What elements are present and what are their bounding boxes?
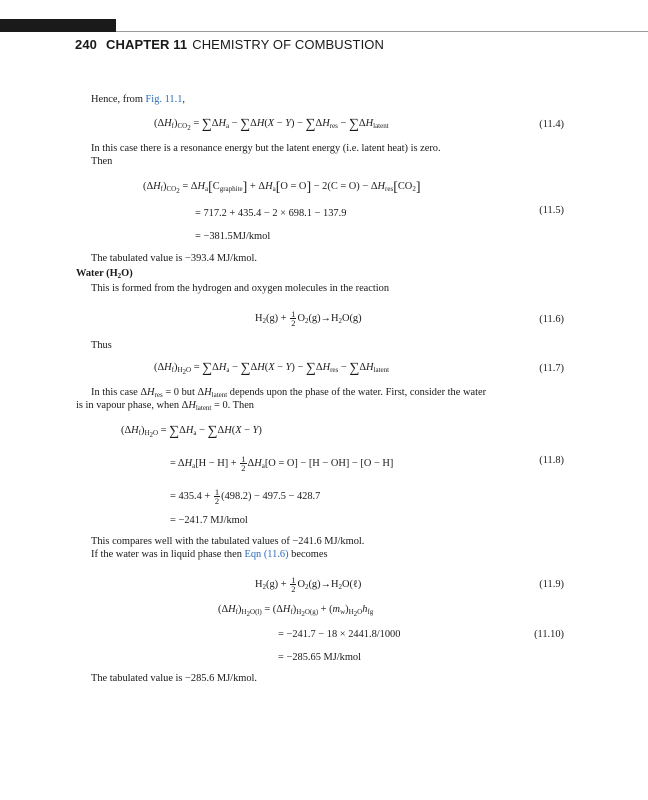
chapter-label: CHAPTER 11 xyxy=(106,37,188,52)
paragraph-thus: Thus xyxy=(91,340,112,351)
paragraph-liquid-phase: If the water was in liquid phase then Eqn (11.6) becomes xyxy=(91,549,328,560)
equation-11-10-line2: = −241.7 − 18 × 2441.8/1000 xyxy=(278,629,401,640)
equation-link[interactable]: Eqn (11.6) xyxy=(244,549,289,560)
equation-number: (11.7) xyxy=(539,363,564,374)
equation-11-6: $H_2(g)$ + $\frac{1}{2}$ $O_2(g)\to H_2O(g)$ xyxy=(255,309,362,328)
paragraph-then: Then xyxy=(91,156,113,167)
running-header xyxy=(75,37,384,52)
equation-11-8-line4: = −241.7 MJ/kmol xyxy=(170,515,248,526)
equation-11-10-line3: = −285.65 MJ/kmol xyxy=(278,652,362,663)
equation-number: (11.5) xyxy=(539,205,564,216)
section-heading-water: Water $(H_2O)$ xyxy=(76,268,133,280)
paragraph-compares: This compares well with the tabulated values of −241.6 MJ/kmol. xyxy=(91,536,365,547)
paragraph-tabulated-co2: The tabulated value is −393.4 MJ/kmol. xyxy=(91,253,258,264)
figure-link[interactable]: Fig. 11.1 xyxy=(145,94,183,105)
equation-number: (11.8) xyxy=(539,455,564,466)
chapter-title: CHEMISTRY OF COMBUSTION xyxy=(192,37,384,52)
equation-11-5-line3: = −381.5MJ/kmol xyxy=(195,231,271,242)
equation-number: (11.6) xyxy=(539,314,564,325)
equation-11-8-line3: = 435.4 + $\frac{1}{2}$ (498.2) − 497.5 − 428.7 xyxy=(170,487,321,506)
header-rule xyxy=(116,31,648,32)
page-number: 240 xyxy=(75,37,97,52)
equation-11-10-line1: $(\Delta H_f)_{H_2O(l)} = (\Delta H_f)_{H_2O(g)} + (m_w)_{H_2O}h_{fg}$ xyxy=(218,604,374,618)
equation-11-5-line2: = 717.2 + 435.4 − 2 × 698.1 − 137.9 xyxy=(195,208,347,219)
paragraph-hence: Hence, from Fig. 11.1, xyxy=(91,94,185,105)
paragraph-tabulated-liquid: The tabulated value is −285.6 MJ/kmol. xyxy=(91,673,258,684)
equation-11-8-line2: = $\Delta H_a[H - H]$ + $\frac{1}{2}$ $\Delta H_a[O = O] - [H - OH] - [O - H]$ xyxy=(170,454,394,473)
equation-number: (11.10) xyxy=(534,629,564,640)
paragraph-phase-line1: In this case $\Delta H_{res} = 0$ but $\Delta H_{latent}$ depends upon the phase of the water. First, consider the water xyxy=(91,387,487,399)
equation-number: (11.9) xyxy=(539,579,564,590)
equation-11-8-line1: $(\Delta H_f)_{H_2O} = \sum\Delta H_a - \sum\Delta H(X - Y)$ xyxy=(121,424,262,439)
paragraph-phase-line2: is in vapour phase, when $\Delta H_{latent} = 0$. Then xyxy=(76,400,254,412)
paragraph-resonance: In this case there is a resonance energy but the latent energy (i.e. latent heat) is zero. xyxy=(91,143,441,154)
header-black-bar xyxy=(0,19,116,32)
equation-11-4: $(\Delta H_f)_{CO_2} = \sum\Delta H_a - \sum\Delta H(X - Y) - \sum\Delta H_{res} - \sum\Delta H_{latent}$ xyxy=(154,117,389,132)
paragraph-water-intro: This is formed from the hydrogen and oxygen molecules in the reaction xyxy=(91,283,390,294)
equation-11-7: $(\Delta H_f)_{H_2O} = \sum\Delta H_a - \sum\Delta H(X - Y) - \sum\Delta H_{res} - \sum\Delta H_{latent}$ xyxy=(154,361,390,376)
equation-number: (11.4) xyxy=(539,119,564,130)
equation-11-9: $H_2(g)$ + $\frac{1}{2}$ $O_2(g)\to H_2O(\ell)$ xyxy=(255,575,362,594)
equation-11-5-line1: $(\Delta H_f)_{CO_2} = \Delta H_a[C_{graphite}] + \Delta H_a[O = O] - 2(C = O) - \Delta H_{res}[CO_2]$ xyxy=(143,180,421,195)
